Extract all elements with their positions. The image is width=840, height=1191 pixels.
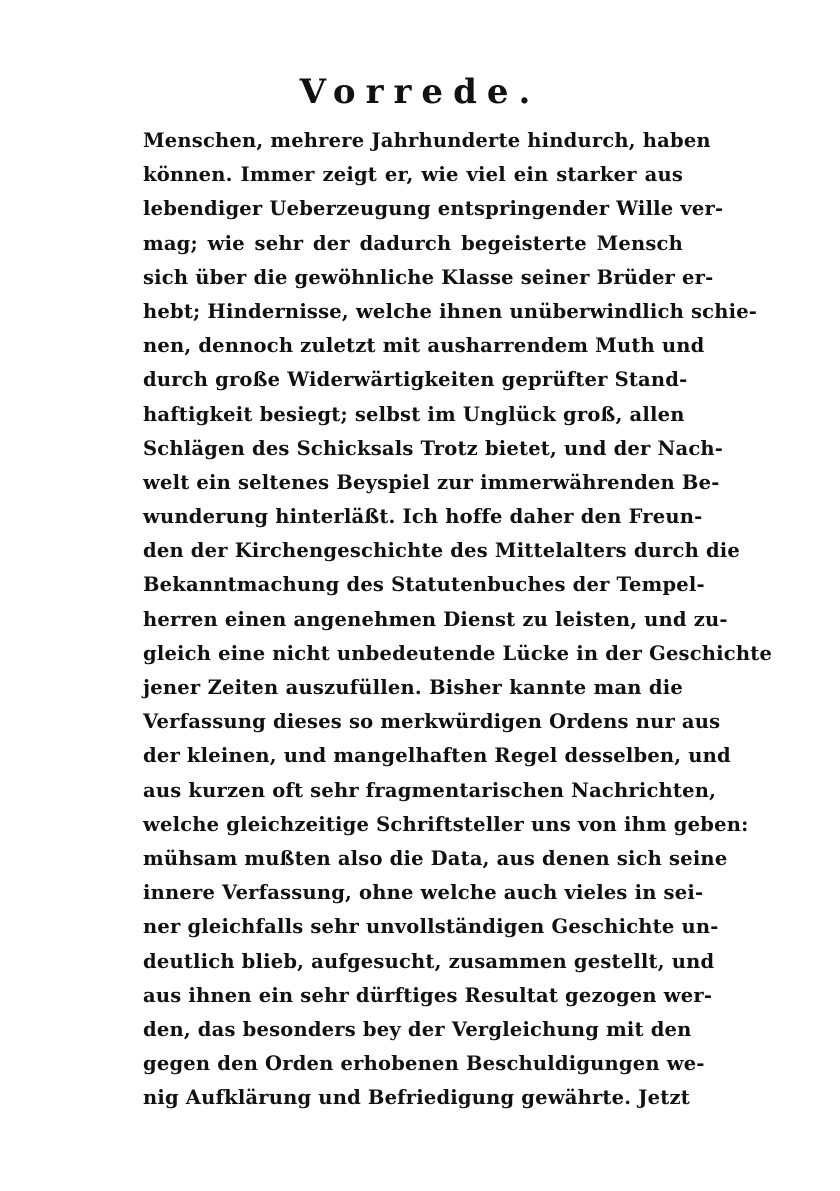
text-line: mühsam mußten also die Data, aus denen sich seine: [143, 846, 728, 870]
text-line: den, das besonders bey der Vergleichung mit den: [143, 1017, 692, 1041]
text-line: durch große Widerwärtigkeiten geprüfter Stand-: [143, 368, 688, 392]
text-line: Verfassung dieses so merkwürdigen Ordens nur aus: [143, 710, 721, 734]
text-line: gleich eine nicht unbedeutende Lücke in der Geschichte: [143, 641, 773, 665]
text-line: welche gleichzeitige Schriftsteller uns von ihm geben:: [143, 812, 749, 836]
running-head-title: Vorrede.: [299, 72, 541, 112]
text-line: innere Verfassung, ohne welche auch vieles in sei-: [143, 881, 704, 905]
text-line: Schlägen des Schicksals Trotz bietet, und der Nach-: [143, 436, 724, 460]
text-line: wunderung hinterläßt. Ich hoffe daher den Freun-: [143, 505, 703, 529]
text-line: können. Immer zeigt er, wie viel ein starker aus: [143, 163, 683, 187]
text-line: aus ihnen ein sehr dürftiges Resultat gezogen wer-: [143, 983, 713, 1007]
text-line: herren einen angenehmen Dienst zu leisten, und zu-: [143, 607, 728, 631]
text-line: mag; wie sehr der dadurch begeisterte Mensch: [143, 231, 683, 255]
text-line: haftigkeit besiegt; selbst im Unglück groß, allen: [143, 402, 685, 426]
text-line: Menschen, mehrere Jahrhunderte hindurch, haben: [143, 129, 711, 152]
text-line: den der Kirchengeschichte des Mittelalters durch die: [143, 539, 741, 563]
text-line: jener Zeiten auszufüllen. Bisher kannte man die: [143, 676, 683, 699]
text-line: deutlich blieb, aufgesucht, zusammen gestellt, und: [143, 949, 715, 973]
text-line: hebt; Hindernisse, welche ihnen unüberwindlich schie-: [143, 299, 758, 323]
body-text: [143, 124, 773, 1115]
text-line: Bekanntmachung des Statutenbuches der Tempel-: [143, 573, 705, 597]
text-line: welt ein seltenes Beyspiel zur immerwährenden Be-: [143, 470, 720, 494]
text-line: aus kurzen oft sehr fragmentarischen Nachrichten,: [143, 778, 717, 802]
text-line: der kleinen, und mangelhaften Regel desselben, und: [143, 744, 731, 768]
text-line: lebendiger Ueberzeugung entspringender Wille ver-: [143, 197, 724, 221]
text-line: gegen den Orden erhobenen Beschuldigungen we-: [143, 1052, 705, 1076]
text-line: sich über die gewöhnliche Klasse seiner Brüder er-: [143, 265, 714, 289]
text-line: ner gleichfalls sehr unvollständigen Geschichte un-: [143, 915, 719, 939]
text-line: nig Aufklärung und Befriedigung gewährte. Jetzt: [143, 1086, 690, 1110]
text-line: nen, dennoch zuletzt mit ausharrendem Muth und: [143, 334, 705, 358]
